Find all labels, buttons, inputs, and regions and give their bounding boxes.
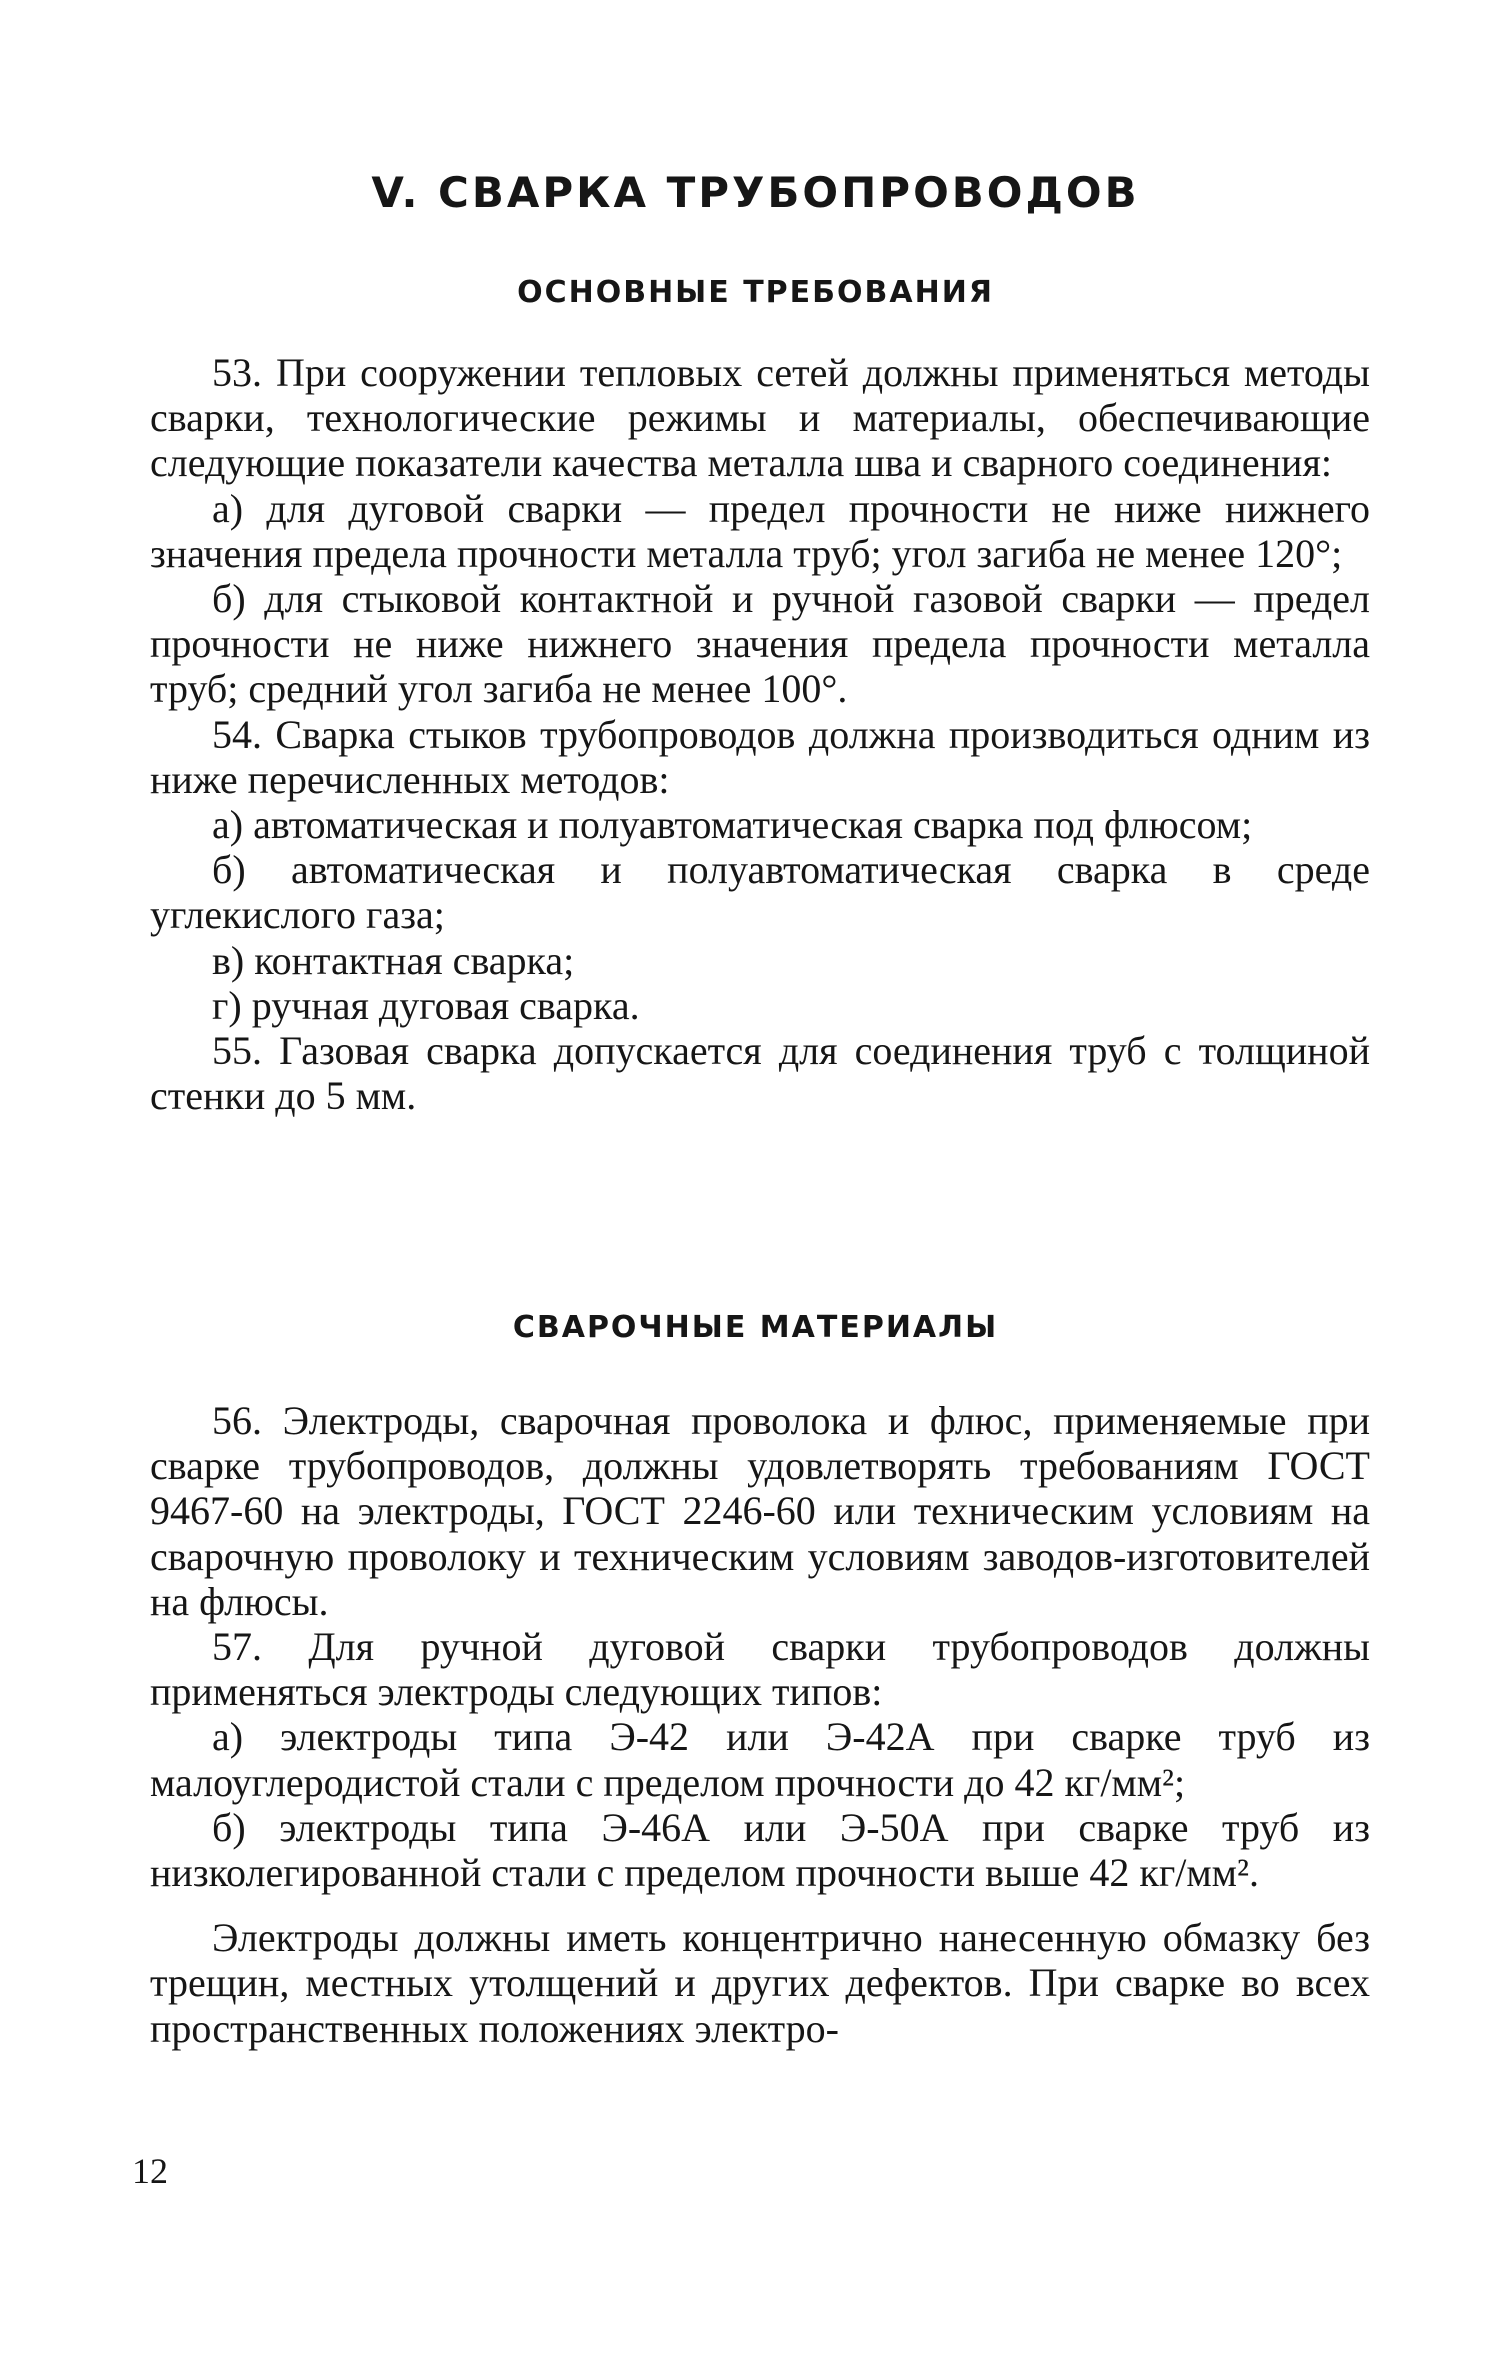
paragraph-53a: а) для дуговой сварки — предел прочности не ниже нижнего значения предела прочности металла труб; угол загиба не менее 120°;: [150, 485, 1370, 576]
paragraph-56: 56. Электроды, сварочная проволока и флюс, применяемые при сварке трубопроводов, должны удовлетворять требованиям ГОСТ 9467-60 на электроды, ГОСТ 2246-60 или техническим условиям на сварочную проволоку и техническим условиям заводов-изготовителей на флюсы.: [150, 1398, 1370, 1624]
section-body-welding-materials: [150, 1398, 1370, 2051]
paragraph-54v: в) контактная сварка;: [212, 937, 575, 983]
paragraph-54: 54. Сварка стыков трубопроводов должна производиться одним из ниже перечисленных методов:: [150, 711, 1370, 802]
paragraph-54b: б) автоматическая и полуавтоматическая сварка в среде углекислого газа;: [150, 847, 1370, 938]
paragraph-57a: а) электроды типа Э-42 или Э-42А при сварке труб из малоуглеродистой стали с пределом прочности до 42 кг/мм²;: [150, 1714, 1370, 1805]
paragraph-54a: а) автоматическая и полуавтоматическая сварка под флюсом;: [212, 802, 1253, 848]
paragraph-electrodes-coating: Электроды должны иметь концентрично нанесенную обмазку без трещин, местных утолщений и других дефектов. При сварке во всех пространственных положениях электро-: [150, 1915, 1370, 2051]
paragraph-57b: б) электроды типа Э-46А или Э-50А при сварке труб из низколегированной стали с пределом прочности выше 42 кг/мм².: [150, 1804, 1370, 1896]
chapter-title: V. СВАРКА ТРУБОПРОВОДОВ: [371, 168, 1140, 217]
section-heading-basic-requirements: ОСНОВНЫЕ ТРЕБОВАНИЯ: [517, 275, 994, 310]
section-body-basic-requirements: [150, 350, 1370, 1118]
paragraph-53b: б) для стыковой контактной и ручной газовой сварки — предел прочности не ниже нижнего значения предела прочности металла труб; средний угол загиба не менее 100°.: [150, 576, 1370, 712]
paragraph-57: 57. Для ручной дуговой сварки трубопроводов должны применяться электроды следующих типов:: [150, 1624, 1370, 1715]
paragraph-55: 55. Газовая сварка допускается для соединения труб с толщиной стенки до 5 мм.: [150, 1028, 1370, 1119]
section-heading-welding-materials: СВАРОЧНЫЕ МАТЕРИАЛЫ: [512, 1310, 999, 1345]
paragraph-54g: г) ручная дуговая сварка.: [212, 982, 640, 1028]
page-number: 12: [132, 2151, 168, 2191]
paragraph-53: 53. При сооружении тепловых сетей должны применяться методы сварки, технологические режимы и материалы, обеспечивающие следующие показатели качества металла шва и сварного соединения:: [150, 350, 1370, 486]
